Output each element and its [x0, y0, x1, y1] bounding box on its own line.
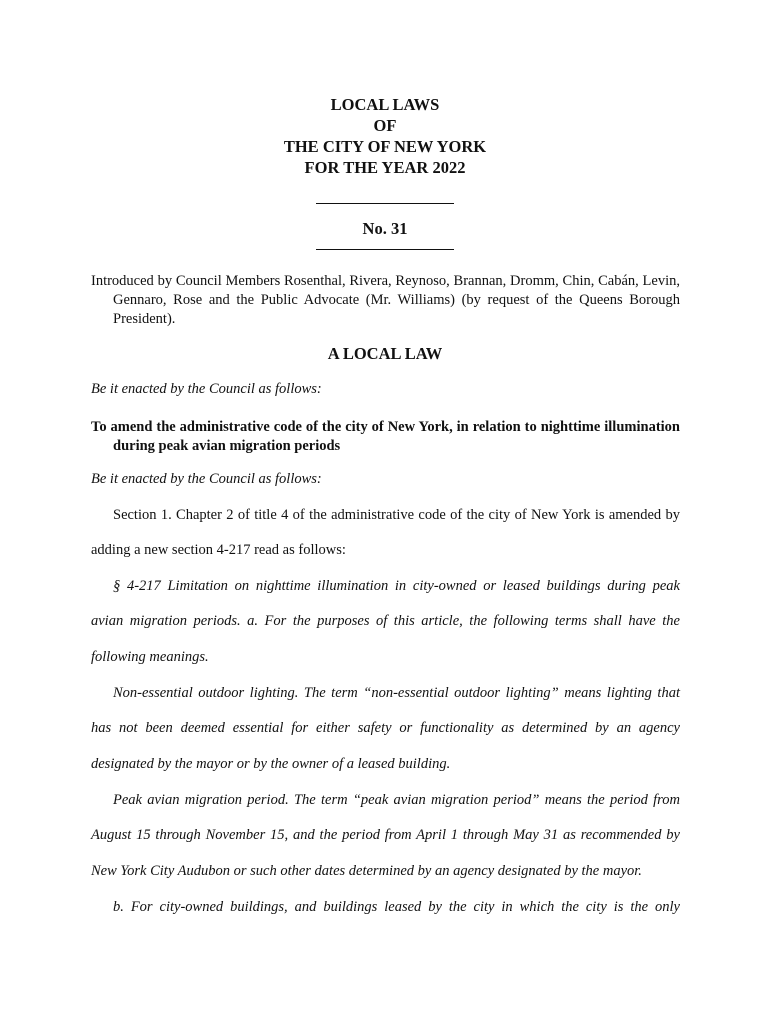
body-line-6: Non-essential outdoor lighting. The term “non-essential outdoor lighting” means lighting that [113, 685, 680, 701]
enacting-clause-2: Be it enacted by the Council as follows: [91, 471, 322, 487]
title-line-3: THE CITY OF NEW YORK [283, 137, 487, 156]
title-line-2: OF [373, 116, 397, 135]
body-line-2: adding a new section 4-217 read as follows: [91, 542, 346, 558]
divider-bottom [316, 249, 454, 250]
section-heading: A LOCAL LAW [327, 344, 443, 363]
body-line-5: following meanings. [91, 649, 209, 665]
law-number: No. 31 [362, 219, 408, 238]
purpose-statement: To amend the administrative code of the city of New York, in relation to nighttime illumination during peak avian migration periods [91, 419, 680, 454]
title-line-1: LOCAL LAWS [330, 95, 440, 114]
body-line-12: b. For city-owned buildings, and buildings leased by the city in which the city is the only [113, 899, 680, 915]
body-line-4: avian migration periods. a. For the purposes of this article, the following terms shall have the [91, 613, 680, 629]
body-line-9: Peak avian migration period. The term “peak avian migration period” means the period from [113, 792, 680, 808]
body-line-1: Section 1. Chapter 2 of title 4 of the administrative code of the city of New York is amended by [113, 507, 680, 523]
enacting-clause-1: Be it enacted by the Council as follows: [91, 381, 322, 397]
body-line-8: designated by the mayor or by the owner of a leased building. [91, 756, 451, 772]
divider-top [316, 203, 454, 204]
body-line-7: has not been deemed essential for either safety or functionality as determined by an agency [91, 720, 680, 736]
introduction-paragraph: Introduced by Council Members Rosenthal, Rivera, Reynoso, Brannan, Dromm, Chin, Cabán, Levin, Gennaro, Rose and the Public Advocate (Mr. Williams) (by request of the Queens Borough President). [91, 273, 680, 327]
title-line-4: FOR THE YEAR 2022 [304, 158, 466, 177]
document-title [0, 94, 770, 178]
body-line-10: August 15 through November 15, and the period from April 1 through May 31 as recommended by [91, 827, 680, 843]
body-line-11: New York City Audubon or such other dates determined by an agency designated by the mayor. [91, 863, 642, 879]
body-line-3: § 4-217 Limitation on nighttime illumination in city-owned or leased buildings during peak [113, 578, 680, 594]
